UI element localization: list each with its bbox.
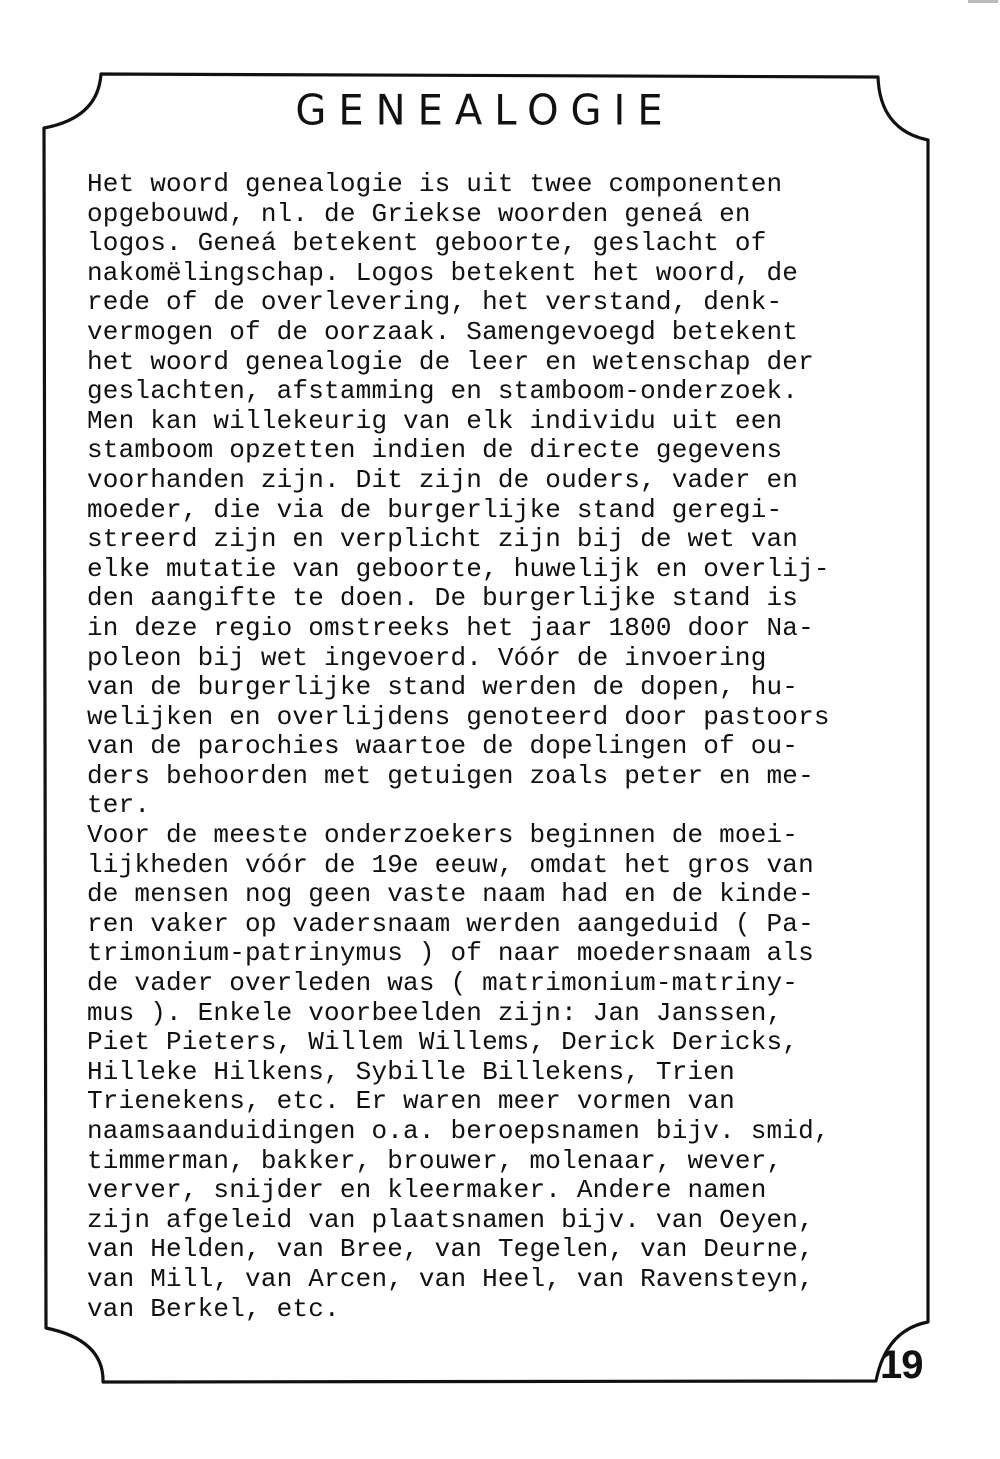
text-line: geslachten, afstamming en stamboom-onderzoek. bbox=[87, 376, 799, 407]
text-line: timmerman, bakker, brouwer, molenaar, wever, bbox=[87, 1145, 783, 1176]
text-line: Hilleke Hilkens, Sybille Billekens, Trien bbox=[87, 1056, 735, 1087]
text-line: opgebouwd, nl. de Griekse woorden geneá en bbox=[87, 198, 751, 229]
text-line: welijken en overlijdens genoteerd door pastoors bbox=[87, 701, 830, 732]
text-line: van de parochies waartoe de dopelingen of ou- bbox=[87, 731, 799, 762]
text-line: lijkheden vóór de 19e eeuw, omdat het gros van bbox=[87, 849, 814, 880]
text-line: van Mill, van Arcen, van Heel, van Ravensteyn, bbox=[87, 1263, 814, 1294]
text-line: Trienekens, etc. Er waren meer vormen van bbox=[87, 1086, 735, 1117]
text-line: naamsaanduidingen o.a. beroepsnamen bijv. smid, bbox=[87, 1116, 830, 1146]
text-line: Voor de meeste onderzoekers beginnen de moei- bbox=[87, 820, 799, 851]
page-number: 19 bbox=[880, 1343, 923, 1387]
text-line: logos. Geneá betekent geboorte, geslacht of bbox=[87, 228, 767, 259]
text-line: nakomëlingschap. Logos betekent het woord, de bbox=[87, 257, 799, 288]
text-line: Men kan willekeurig van elk individu uit een bbox=[87, 405, 783, 436]
article-body bbox=[87, 170, 917, 1324]
text-line: trimonium-patrinymus ) of naar moedersnaam als bbox=[87, 938, 814, 969]
text-line: streerd zijn en verplicht zijn bij de wet van bbox=[87, 524, 799, 555]
text-line: rede of de overlevering, het verstand, denk- bbox=[87, 287, 783, 318]
text-line: zijn afgeleid van plaatsnamen bijv. van Oeyen, bbox=[87, 1204, 814, 1235]
text-line: de vader overleden was ( matrimonium-matriny- bbox=[87, 968, 799, 999]
text-line: van Helden, van Bree, van Tegelen, van Deurne, bbox=[87, 1234, 814, 1265]
text-line: elke mutatie van geboorte, huwelijk en overlij- bbox=[87, 553, 830, 584]
text-line: het woord genealogie de leer en wetenschap der bbox=[87, 346, 814, 377]
text-line: Het woord genealogie is uit twee componenten bbox=[87, 169, 783, 199]
page-title: GENEALOGIE bbox=[295, 86, 675, 136]
text-line: Piet Pieters, Willem Willems, Derick Dericks, bbox=[87, 1027, 799, 1058]
scan-corner-mark bbox=[968, 0, 998, 3]
text-line: mus ). Enkele voorbeelden zijn: Jan Janssen, bbox=[87, 997, 783, 1028]
text-line: stamboom opzetten indien de directe gegevens bbox=[87, 435, 783, 466]
text-line: moeder, die via de burgerlijke stand geregi- bbox=[87, 494, 783, 525]
text-line: ter. bbox=[87, 790, 151, 821]
text-line: poleon bij wet ingevoerd. Vóór de invoering bbox=[87, 642, 767, 673]
text-line: ders behoorden met getuigen zoals peter en me- bbox=[87, 760, 814, 791]
text-line: de mensen nog geen vaste naam had en de kinde- bbox=[87, 879, 814, 910]
text-line: van Berkel, etc. bbox=[87, 1293, 340, 1324]
text-line: verver, snijder en kleermaker. Andere namen bbox=[87, 1175, 767, 1206]
text-line: voorhanden zijn. Dit zijn de ouders, vader en bbox=[87, 464, 799, 495]
text-line: in deze regio omstreeks het jaar 1800 door Na- bbox=[87, 612, 814, 643]
text-line: den aangifte te doen. De burgerlijke stand is bbox=[87, 583, 799, 614]
text-line: vermogen of de oorzaak. Samengevoegd betekent bbox=[87, 316, 799, 347]
text-line: van de burgerlijke stand werden de dopen, hu- bbox=[87, 672, 799, 703]
text-line: ren vaker op vadersnaam werden aangeduid ( Pa- bbox=[87, 908, 814, 939]
